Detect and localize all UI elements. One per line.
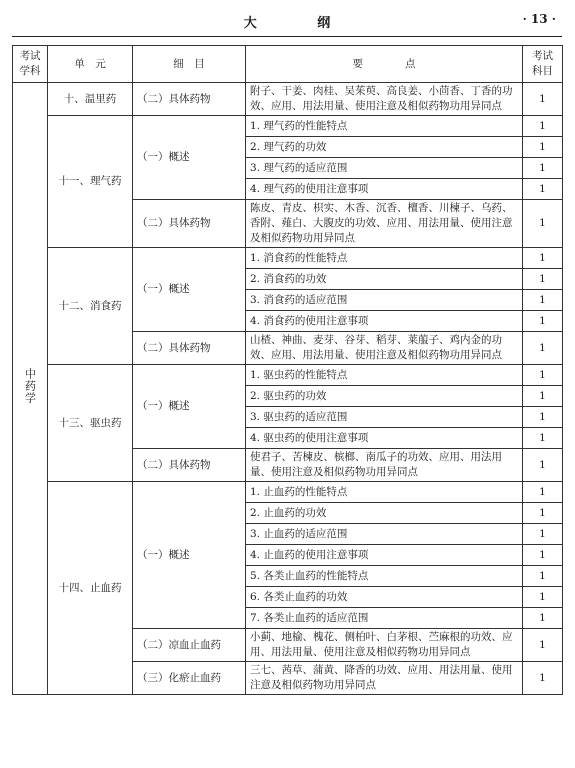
level-cell: 1 (523, 332, 563, 365)
level-cell: 1 (523, 587, 563, 608)
point-cell: 2. 消食药的功效 (246, 269, 523, 290)
point-cell: 3. 理气药的适应范围 (246, 158, 523, 179)
point-cell: 2. 止血药的功效 (246, 503, 523, 524)
point-cell: 陈皮、青皮、枳实、木香、沉香、檀香、川楝子、乌药、香附、薤白、大腹皮的功效、应用、用法用量、使用注意及相似药物功用异同点 (246, 200, 523, 248)
level-cell: 1 (523, 179, 563, 200)
item-cell: （三）化瘀止血药 (133, 662, 246, 695)
point-cell: 2. 理气药的功效 (246, 137, 523, 158)
point-cell: 小蓟、地榆、槐花、侧柏叶、白茅根、苎麻根的功效、应用、用法用量、使用注意及相似药物功用异同点 (246, 629, 523, 662)
unit-cell: 十、温里药 (48, 83, 133, 116)
item-cell: （二）凉血止血药 (133, 629, 246, 662)
point-cell: 4. 止血药的使用注意事项 (246, 545, 523, 566)
level-cell: 1 (523, 137, 563, 158)
point-cell: 1. 驱虫药的性能特点 (246, 365, 523, 386)
level-cell: 1 (523, 116, 563, 137)
item-cell: （二）具体药物 (133, 83, 246, 116)
item-cell: （二）具体药物 (133, 200, 246, 248)
level-cell: 1 (523, 428, 563, 449)
point-cell: 2. 驱虫药的功效 (246, 386, 523, 407)
point-cell: 7. 各类止血药的适应范围 (246, 608, 523, 629)
point-cell: 3. 止血药的适应范围 (246, 524, 523, 545)
subject-cell (13, 83, 48, 695)
item-cell: （一）概述 (133, 116, 246, 200)
unit-cell: 十三、驱虫药 (48, 365, 133, 482)
point-cell: 山楂、神曲、麦芽、谷芽、稻芽、莱菔子、鸡内金的功效、应用、用法用量、使用注意及相似药物功用异同点 (246, 332, 523, 365)
point-cell: 5. 各类止血药的性能特点 (246, 566, 523, 587)
column-header-item: 细 目 (133, 46, 246, 83)
level-cell: 1 (523, 311, 563, 332)
level-cell: 1 (523, 386, 563, 407)
point-cell: 3. 驱虫药的适应范围 (246, 407, 523, 428)
level-cell: 1 (523, 200, 563, 248)
level-cell: 1 (523, 566, 563, 587)
level-cell: 1 (523, 524, 563, 545)
item-cell: （二）具体药物 (133, 332, 246, 365)
page-header (12, 0, 562, 37)
item-cell: （一）概述 (133, 248, 246, 332)
point-cell: 4. 理气药的使用注意事项 (246, 179, 523, 200)
unit-cell: 十一、理气药 (48, 116, 133, 248)
level-cell: 1 (523, 158, 563, 179)
point-cell: 4. 驱虫药的使用注意事项 (246, 428, 523, 449)
level-cell: 1 (523, 545, 563, 566)
point-cell: 1. 消食药的性能特点 (246, 248, 523, 269)
point-cell: 1. 理气药的性能特点 (246, 116, 523, 137)
point-cell: 4. 消食药的使用注意事项 (246, 311, 523, 332)
point-cell: 使君子、苦楝皮、槟榔、南瓜子的功效、应用、用法用量、使用注意及相似药物功用异同点 (246, 449, 523, 482)
level-cell: 1 (523, 407, 563, 428)
level-cell: 1 (523, 449, 563, 482)
point-cell: 附子、干姜、肉桂、吴茱萸、高良姜、小茴香、丁香的功效、应用、用法用量、使用注意及相似药物功用异同点 (246, 83, 523, 116)
level-cell: 1 (523, 503, 563, 524)
item-cell: （二）具体药物 (133, 449, 246, 482)
point-cell: 三七、茜草、蒲黄、降香的功效、应用、用法用量、使用注意及相似药物功用异同点 (246, 662, 523, 695)
point-cell: 3. 消食药的适应范围 (246, 290, 523, 311)
level-cell: 1 (523, 482, 563, 503)
level-cell: 1 (523, 608, 563, 629)
item-cell: （一）概述 (133, 365, 246, 449)
level-cell: 1 (523, 365, 563, 386)
point-cell: 1. 止血药的性能特点 (246, 482, 523, 503)
subject-label: 中药学 (23, 368, 37, 404)
column-header-subject: 考试学科 (13, 46, 48, 83)
item-cell: （一）概述 (133, 482, 246, 629)
level-cell: 1 (523, 269, 563, 290)
level-cell: 1 (523, 83, 563, 116)
level-cell: 1 (523, 662, 563, 695)
level-cell: 1 (523, 248, 563, 269)
page-number: · 13 · (522, 12, 556, 26)
unit-cell: 十二、消食药 (48, 248, 133, 365)
header-title: 大 纲 (243, 16, 359, 31)
column-header-point: 要 点 (246, 46, 523, 83)
syllabus-table (12, 45, 563, 695)
column-header-unit: 单 元 (48, 46, 133, 83)
column-header-level: 考试科目 (523, 46, 563, 83)
level-cell: 1 (523, 629, 563, 662)
level-cell: 1 (523, 290, 563, 311)
point-cell: 6. 各类止血药的功效 (246, 587, 523, 608)
unit-cell: 十四、止血药 (48, 482, 133, 695)
